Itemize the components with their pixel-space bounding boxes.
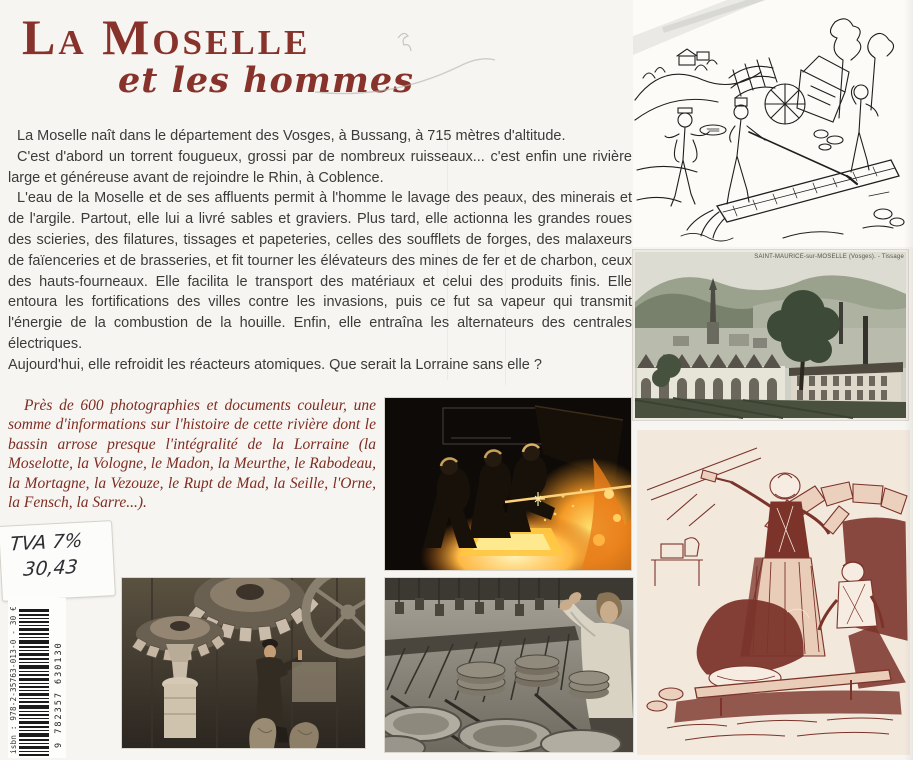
scan-fold-line <box>447 130 448 380</box>
scan-edge-shadow <box>904 0 913 760</box>
isbn-label: isbn : 978-2-35763-013-0 - 30 € <box>9 606 18 754</box>
scan-fold-line <box>505 215 506 385</box>
washerwomen-engraving <box>637 430 910 755</box>
page-subtitle: et les hommes <box>118 60 414 101</box>
intro-paragraph: C'est d'abord un torrent fougueux, grossi par de nombreux ruisseaux... c'est enfin une rivière large et généreuse avant de rejoindre le Rhin, à Coblence. <box>8 148 632 186</box>
postcard-caption: SAINT-MAURICE-sur-MOSELLE (Vosges). - Tissage <box>754 254 904 260</box>
price-sticker <box>0 520 116 602</box>
woodcut-ore-washing-illustration <box>633 0 913 247</box>
intro-paragraph: La Moselle naît dans le département des Vosges, à Bussang, à 715 mètres d'altitude. <box>17 128 566 144</box>
barcode-bars <box>19 606 49 758</box>
metal-workshop-photo <box>385 578 633 752</box>
intro-text-block <box>8 126 632 376</box>
intro-paragraph: Aujourd'hui, elle refroidit les réacteurs atomiques. Que serait la Lorraine sans elle ? <box>8 356 542 373</box>
mill-gears-photo <box>122 578 365 748</box>
foundry-workers-photo <box>385 398 631 570</box>
handwritten-price: 30,43 <box>22 555 79 581</box>
ean-digits: 9 782357 630130 <box>54 641 64 748</box>
postcard-photo <box>633 250 908 420</box>
intro-paragraph: L'eau de la Moselle et de ses affluents permit à l'homme le lavage des peaux, des minerais et de l'argile. Partout, elle lui a livré sables et graviers. Plus tard, elle actionna les grandes roues des scieries, des filatures, tissages et papeteries, celles des soufflets de forges, des malaxeurs de faïenceries et de brasseries, et fit tourner les élévateurs des mines de fer et de charbon, ceux des hauts-fourneaux. Elle facilita le transport des matériaux et celui des produits finis. Elle entoura les fortifications des villes contre les invasions, puis ce fut sa vapeur qui transmit l'énergie de la combustion de la houille. Enfin, elle entraîna les alternateurs des centrales électriques. <box>8 190 632 352</box>
isbn-barcode-block <box>8 598 66 758</box>
publisher-blurb: Près de 600 photographies et documents couleur, une somme d'informations sur l'histoire de cette rivière dont le bassin arrose presque l'intégralité de la Lorraine (la Moselotte, la Vologne, le Madon, la Meurthe, le Rabodeau, la Mortagne, la Vezouze, le Rupt de Mad, la Seille, l'Orne, la Fensch, la Sarre...). <box>8 397 376 512</box>
page-title: La Moselle <box>22 9 311 65</box>
handwritten-vat-note: TVA 7% <box>9 529 84 556</box>
